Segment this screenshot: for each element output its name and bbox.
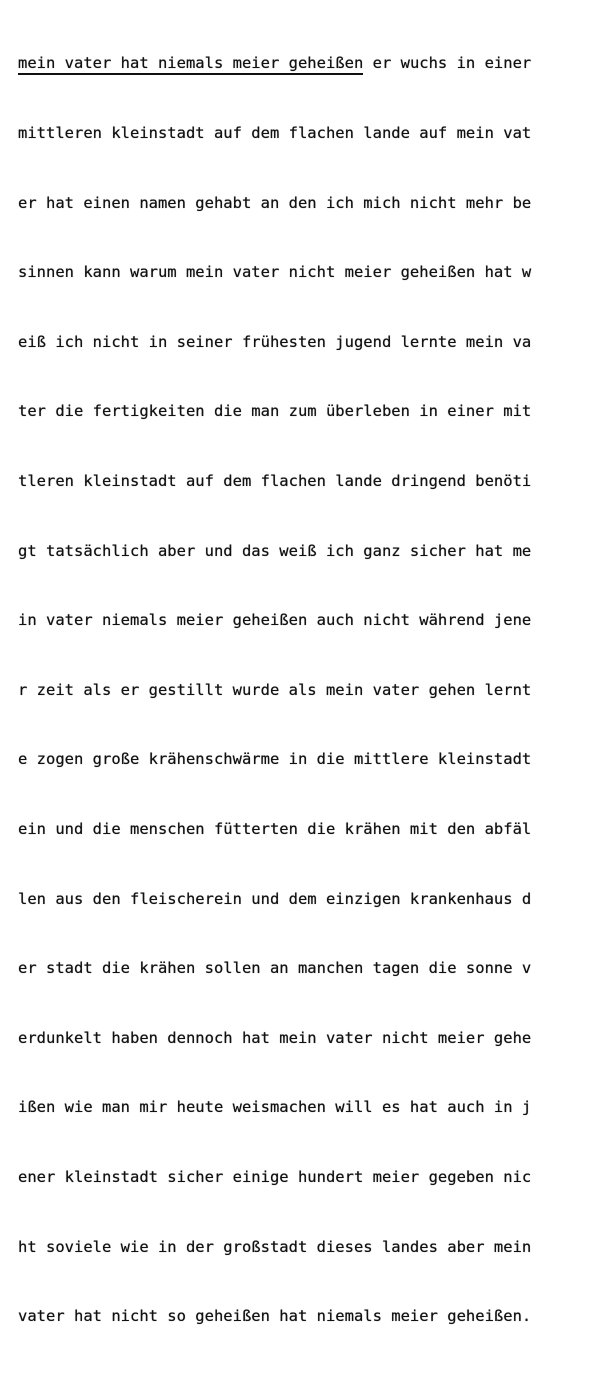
first-line-rest: er wuchs in einer (363, 54, 532, 73)
text-line: vater hat nicht so geheißen hat niemals meier geheißen. (18, 1307, 532, 1326)
text-line: len aus den fleischerein und dem einzigen krankenhaus d (18, 889, 532, 908)
text-line: erdunkelt haben dennoch hat mein vater nicht meier gehe (18, 1028, 532, 1047)
text-line: e zogen große krähenschwärme in die mittlere kleinstadt (18, 750, 532, 769)
text-line: r zeit als er gestillt wurde als mein vater gehen lernt (18, 680, 532, 699)
text-line: eiß ich nicht in seiner frühesten jugend lernte mein va (18, 332, 532, 351)
text-line: ener kleinstadt sicher einige hundert meier gegeben nic (18, 1167, 532, 1186)
text-line: ein und die menschen fütterten die krähen mit den abfäl (18, 819, 532, 838)
text-line: ter die fertigkeiten die man zum überleben in einer mit (18, 402, 532, 421)
underlined-title-phrase: mein vater hat niemals meier geheißen (18, 54, 363, 75)
text-line: ht soviele wie in der großstadt dieses landes aber mein (18, 1237, 532, 1256)
text-line: in vater niemals meier geheißen auch nicht während jene (18, 611, 532, 630)
typescript-body (18, 6, 598, 1375)
text-line: ißen wie man mir heute weismachen will es hat auch in j (18, 1098, 532, 1117)
text-line: gt tatsächlich aber und das weiß ich ganz sicher hat me (18, 541, 532, 560)
text-line: er hat einen namen gehabt an den ich mich nicht mehr be (18, 193, 532, 212)
text-line: tleren kleinstadt auf dem flachen lande dringend benöti (18, 471, 532, 490)
text-line: sinnen kann warum mein vater nicht meier geheißen hat w (18, 263, 532, 282)
first-line (18, 52, 598, 75)
text-line: er stadt die krähen sollen an manchen tagen die sonne v (18, 959, 532, 978)
text-line: mittleren kleinstadt auf dem flachen lande auf mein vat (18, 124, 532, 142)
